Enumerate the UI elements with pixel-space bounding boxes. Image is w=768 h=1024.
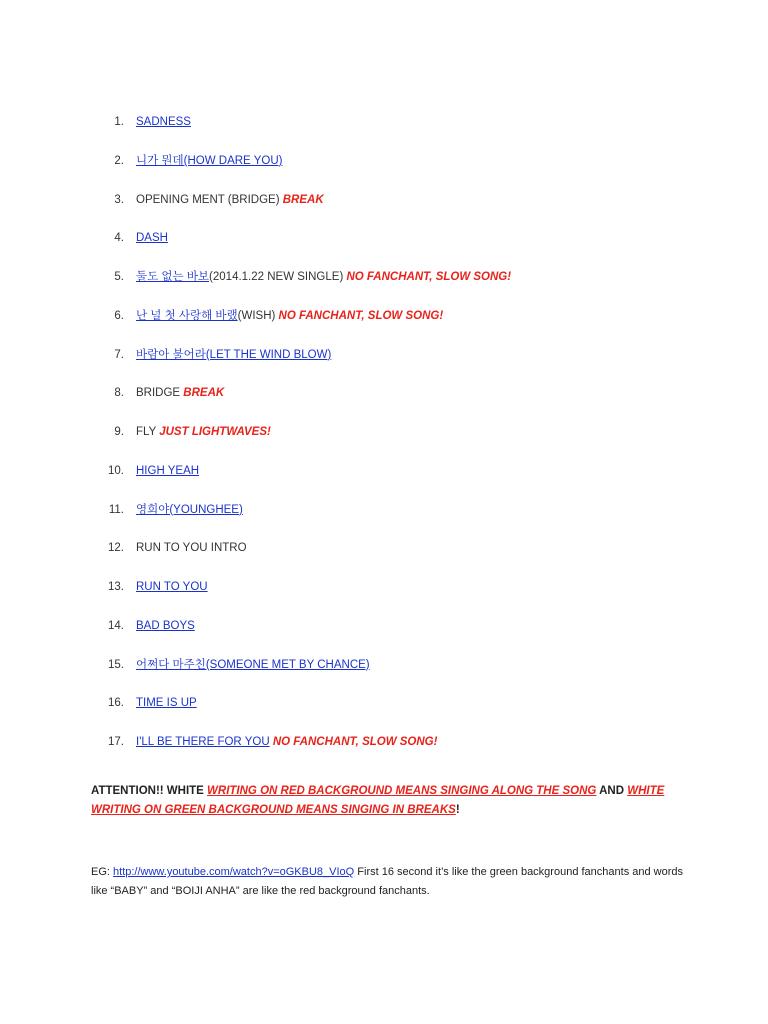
song-note: JUST LIGHTWAVES! (159, 426, 271, 438)
setlist-item-number: 1. (114, 116, 124, 128)
setlist-item-number: 14. (108, 619, 124, 632)
setlist-item-body (136, 577, 208, 597)
example-paragraph (91, 863, 691, 901)
song-link[interactable]: TIME IS UP (136, 697, 197, 710)
song-note: BREAK (282, 193, 324, 206)
setlist-item-number: 12. (108, 542, 124, 555)
attention-tail: ! (455, 804, 460, 816)
setlist-item (0, 538, 768, 558)
setlist-item-number: 3. (114, 193, 124, 206)
song-link[interactable]: I'LL BE THERE FOR YOU (136, 736, 270, 748)
setlist-item-body (136, 732, 437, 752)
setlist-item-number: 10. (108, 464, 124, 477)
song-link[interactable]: 니가 뭔데(HOW DARE YOU) (136, 154, 283, 167)
setlist-item-number: 2. (114, 154, 124, 167)
song-extra: (WISH) (237, 309, 279, 322)
song-link[interactable]: DASH (136, 232, 168, 245)
attention-green-background-text: WHITE WRITING ON GREEN BACKGROUND MEANS SINGING IN BREAKS (91, 785, 665, 816)
setlist-item-number: 13. (108, 581, 124, 593)
setlist-item-number: 5. (114, 271, 124, 283)
setlist-item (0, 655, 768, 675)
setlist-item-body (136, 655, 370, 675)
attention-lead: ATTENTION!! WHITE (91, 785, 208, 797)
setlist-item-body (136, 228, 168, 248)
song-note: NO FANCHANT, SLOW SONG! (346, 271, 512, 283)
setlist-item-body (136, 461, 199, 481)
setlist-item-number: 17. (108, 736, 124, 748)
song-note: BREAK (183, 387, 225, 400)
song-link[interactable]: 난 널 첫 사랑해 바랬 (136, 309, 238, 322)
setlist-item-number: 4. (114, 232, 124, 245)
setlist-item-body (136, 538, 247, 558)
setlist-item (0, 345, 768, 365)
song-title: OPENING MENT (BRIDGE) (136, 193, 283, 206)
song-note: NO FANCHANT, SLOW SONG! (278, 309, 444, 322)
example-prefix: EG: (91, 866, 114, 878)
attention-note (91, 782, 691, 820)
setlist-item-body (136, 306, 443, 326)
song-title: BRIDGE (136, 387, 184, 400)
song-link[interactable]: 바람아 불어라(LET THE WIND BLOW) (136, 348, 332, 361)
setlist-item (0, 461, 768, 481)
setlist-item-body (136, 693, 197, 713)
setlist-item-number: 8. (114, 387, 124, 400)
example-text: First 16 second it’s like the green background fanchants and words like “BABY” and “BOIJI ANHA” are like the red background fanchants. (91, 866, 683, 897)
setlist-item-body (136, 267, 511, 287)
setlist-item (0, 151, 768, 171)
song-note: NO FANCHANT, SLOW SONG! (272, 736, 438, 748)
setlist-item (0, 112, 768, 132)
attention-mid: AND (596, 785, 628, 797)
example-youtube-link[interactable]: http://www.youtube.com/watch?v=oGKBU8_VIoQ (113, 866, 355, 878)
setlist-item (0, 422, 768, 442)
setlist-item (0, 693, 768, 713)
song-extra: (2014.1.22 NEW SINGLE) (209, 271, 347, 283)
setlist-item-body (136, 422, 271, 442)
setlist-item (0, 267, 768, 287)
attention-red-background-text: WRITING ON RED BACKGROUND MEANS SINGING ALONG THE SONG (207, 785, 597, 797)
setlist-item-body (136, 190, 324, 210)
song-link[interactable]: HIGH YEAH (136, 464, 200, 477)
song-link[interactable]: 어쩌다 마주친(SOMEONE MET BY CHANCE) (136, 658, 370, 671)
song-link[interactable]: BAD BOYS (136, 619, 195, 632)
song-link[interactable]: SADNESS (136, 116, 191, 128)
song-link[interactable]: RUN TO YOU (136, 581, 208, 593)
setlist-item-body (136, 151, 282, 171)
setlist-item-body (136, 383, 224, 403)
setlist-item-number: 6. (114, 309, 124, 322)
setlist-item-body (136, 112, 191, 132)
setlist-item (0, 500, 768, 520)
setlist-item (0, 228, 768, 248)
setlist-item-number: 16. (108, 697, 124, 710)
setlist-item-number: 15. (108, 658, 124, 671)
song-link[interactable]: 둘도 없는 바보 (136, 271, 210, 283)
setlist-item-number: 9. (114, 426, 124, 438)
song-link[interactable]: 영희야(YOUNGHEE) (136, 503, 243, 516)
setlist-item (0, 616, 768, 636)
setlist-item (0, 577, 768, 597)
setlist-item (0, 306, 768, 326)
setlist-item-number: 7. (114, 348, 124, 361)
setlist-item-body (136, 616, 195, 636)
setlist-item (0, 190, 768, 210)
setlist-item-number: 11. (108, 503, 124, 516)
setlist-item-body (136, 500, 243, 520)
song-title: FLY (136, 426, 160, 438)
setlist-item (0, 732, 768, 752)
setlist-item (0, 383, 768, 403)
song-title: RUN TO YOU INTRO (136, 542, 247, 555)
setlist-item-body (136, 345, 331, 365)
